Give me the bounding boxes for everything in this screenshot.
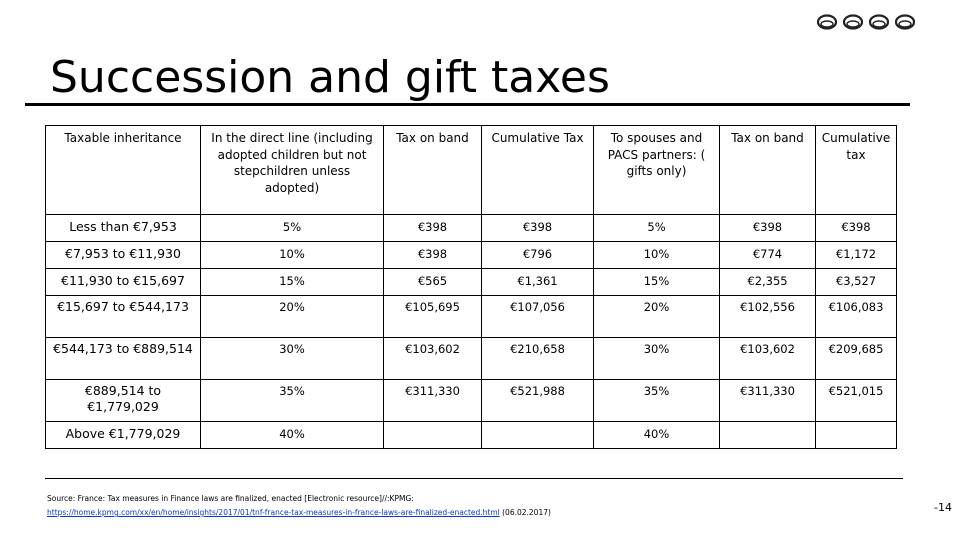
table-cell: Above €1,779,029 (46, 422, 201, 449)
table-cell: €565 (384, 269, 482, 296)
slide-title: Succession and gift taxes (50, 52, 610, 103)
table-cell: 40% (201, 422, 384, 449)
header-spouses-pacs: To spouses and PACS partners: ( gifts only) (594, 126, 720, 215)
table-cell: €398 (384, 242, 482, 269)
table-cell: €774 (720, 242, 816, 269)
decorative-icons (817, 14, 915, 30)
source-date: (06.02.2017) (502, 508, 551, 517)
table-cell: €311,330 (720, 380, 816, 422)
table-cell: 10% (594, 242, 720, 269)
table-cell: €1,172 (816, 242, 897, 269)
ring-icon (869, 14, 889, 30)
table-cell: €1,361 (482, 269, 594, 296)
title-divider (25, 103, 910, 106)
header-tax-on-band: Tax on band (384, 126, 482, 215)
table-cell: €889,514 to €1,779,029 (46, 380, 201, 422)
table-cell: €102,556 (720, 296, 816, 338)
header-cumulative-tax: Cumulative Tax (482, 126, 594, 215)
table-cell: 15% (201, 269, 384, 296)
table-cell: €103,602 (720, 338, 816, 380)
table-cell: €398 (816, 215, 897, 242)
table-cell: 40% (594, 422, 720, 449)
table-cell: 30% (201, 338, 384, 380)
table-cell: €103,602 (384, 338, 482, 380)
ring-icon (817, 14, 837, 30)
table-cell: €106,083 (816, 296, 897, 338)
table-row (46, 422, 897, 449)
page-number: -14 (934, 501, 952, 514)
table-cell (720, 422, 816, 449)
source-note (47, 492, 551, 520)
table-cell: €15,697 to €544,173 (46, 296, 201, 338)
footer-divider (45, 478, 903, 479)
table-row (46, 380, 897, 422)
table-cell: €209,685 (816, 338, 897, 380)
table-header-row (46, 126, 897, 215)
table-cell: 5% (201, 215, 384, 242)
ring-icon (895, 14, 915, 30)
table-cell: €544,173 to €889,514 (46, 338, 201, 380)
table-cell (482, 422, 594, 449)
tax-table (45, 125, 897, 449)
tax-table-container (45, 125, 896, 449)
source-link-line (47, 506, 551, 520)
table-row (46, 296, 897, 338)
table-cell: €105,695 (384, 296, 482, 338)
ring-icon (843, 14, 863, 30)
table-cell: 15% (594, 269, 720, 296)
header-cumulative-tax-spouses: Cumulative tax (816, 126, 897, 215)
header-taxable-inheritance: Taxable inheritance (46, 126, 201, 215)
table-cell: €107,056 (482, 296, 594, 338)
table-cell: 20% (594, 296, 720, 338)
table-cell: Less than €7,953 (46, 215, 201, 242)
table-cell: €398 (720, 215, 816, 242)
table-cell: €398 (482, 215, 594, 242)
table-cell: 20% (201, 296, 384, 338)
table-row (46, 338, 897, 380)
table-cell (816, 422, 897, 449)
source-link[interactable]: https://home.kpmg.com/xx/en/home/insights/2017/01/tnf-france-tax-measures-in-france-laws-are-finalized-enacted.html (47, 508, 500, 517)
header-direct-line: In the direct line (including adopted children but not stepchildren unless adopted) (201, 126, 384, 215)
table-cell: €7,953 to €11,930 (46, 242, 201, 269)
table-cell: €3,527 (816, 269, 897, 296)
table-cell: 35% (201, 380, 384, 422)
table-cell: 35% (594, 380, 720, 422)
table-cell: 5% (594, 215, 720, 242)
table-cell: €521,988 (482, 380, 594, 422)
source-text: Source: France: Tax measures in Finance laws are finalized, enacted [Electronic resource]//:KPMG: (47, 494, 414, 503)
table-row (46, 242, 897, 269)
header-tax-on-band-spouses: Tax on band (720, 126, 816, 215)
table-cell: €210,658 (482, 338, 594, 380)
table-cell: €796 (482, 242, 594, 269)
table-row (46, 215, 897, 242)
table-cell: €398 (384, 215, 482, 242)
table-cell: €311,330 (384, 380, 482, 422)
table-cell: 10% (201, 242, 384, 269)
table-row (46, 269, 897, 296)
table-cell: 30% (594, 338, 720, 380)
table-cell: €521,015 (816, 380, 897, 422)
table-cell: €2,355 (720, 269, 816, 296)
table-cell: €11,930 to €15,697 (46, 269, 201, 296)
table-cell (384, 422, 482, 449)
